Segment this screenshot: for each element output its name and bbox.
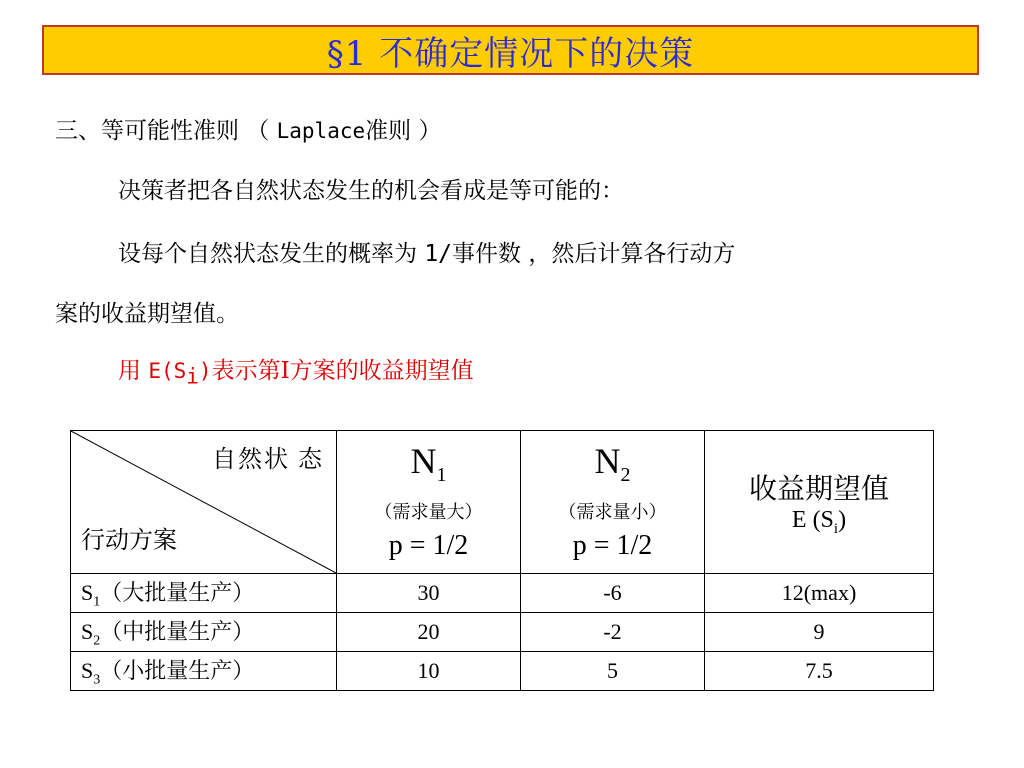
p2-text-a: 设每个自然状态发生的概率为 [118, 241, 425, 267]
p4-formula: E(S [148, 359, 187, 383]
cell-s2-exp: 9 [705, 613, 934, 652]
state-n1-desc: （需求量大） [374, 502, 483, 523]
header-natural-state: 自然状 态 [212, 447, 324, 473]
cell-s1-n2: -6 [521, 574, 705, 613]
p2-fraction: 1/ [424, 241, 453, 267]
header-action-plan: 行动方案 [81, 528, 177, 554]
p4-subscript: i [186, 364, 199, 389]
state-n2-name: $N_2$ [594, 440, 631, 487]
state-n2-prob: p = 1/2 [572, 530, 653, 562]
p4-close: ) [198, 359, 212, 383]
row-label-s1: $S_1$（大批量生产） [71, 574, 337, 613]
expected-symbol: E $(S_i)$ [791, 506, 847, 537]
table-row [71, 613, 934, 652]
p2-text-c: 事件数 ，然后计算各行动方 [452, 241, 736, 267]
table-header-row [71, 431, 934, 574]
cell-s1-n1: 30 [337, 574, 521, 613]
state-n1-name: $N_1$ [410, 440, 447, 487]
cell-s2-n2: -2 [521, 613, 705, 652]
cell-s2-n1: 20 [337, 613, 521, 652]
paragraph-2 [118, 235, 735, 268]
heading-laplace: Laplace [276, 119, 366, 143]
row-label-s3: $S_3$（小批量生产） [71, 652, 337, 691]
p4-text-a: 用 [118, 358, 149, 384]
slide-title: §1 不确定情况下的决策 [326, 33, 695, 74]
table-row [71, 652, 934, 691]
table-row [71, 574, 934, 613]
diagonal-header-cell [71, 431, 337, 574]
expected-label: 收益期望值 [748, 473, 889, 505]
state-n2-cell [521, 431, 705, 574]
heading-suffix: 准则 ） [365, 118, 442, 144]
section-heading [55, 112, 441, 145]
expected-value-header [705, 431, 934, 574]
state-n1-prob: p = 1/2 [388, 530, 469, 562]
paragraph-3: 案的收益期望值。 [55, 301, 239, 327]
p4-text-d: 表示第I方案的收益期望值 [211, 358, 474, 384]
state-n2-desc: （需求量小） [558, 502, 667, 523]
cell-s3-n1: 10 [337, 652, 521, 691]
paragraph-4-highlight [118, 352, 474, 389]
heading-prefix: 三、等可能性准则 （ [55, 118, 277, 144]
paragraph-1: 决策者把各自然状态发生的机会看成是等可能的： [118, 178, 624, 204]
state-n1-cell [337, 431, 521, 574]
cell-s3-exp: 7.5 [705, 652, 934, 691]
cell-s1-exp: 12(max) [705, 574, 934, 613]
title-banner [42, 25, 979, 75]
row-label-s2: $S_2$（中批量生产） [71, 613, 337, 652]
decision-table [70, 430, 934, 691]
cell-s3-n2: 5 [521, 652, 705, 691]
